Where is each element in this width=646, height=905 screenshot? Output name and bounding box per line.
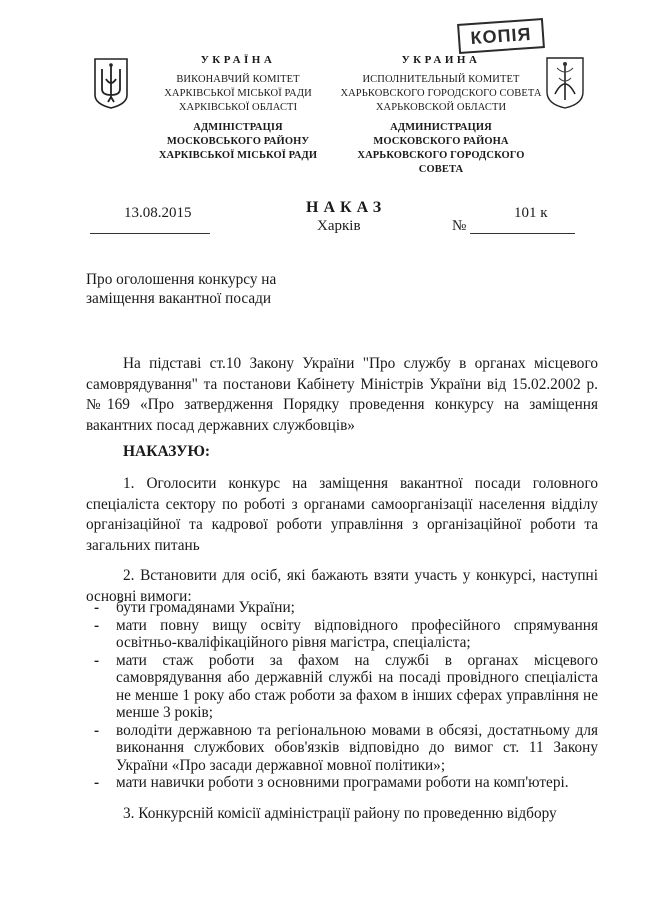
header-admin-line: ХАРКІВСЬКОЇ МІСЬКОЇ РАДИ — [158, 150, 318, 161]
header-line: ВИКОНАВЧИЙ КОМІТЕТ — [176, 74, 300, 85]
directive-heading: НАКАЗУЮ: — [123, 443, 211, 460]
number-underline — [470, 233, 575, 234]
requirement-item: - мати стаж роботи за фахом на службі в органах місцевого самоврядування або державній службі на посаді провідного спеціаліста не менше 1 року або стаж роботи за фахом в інших сферах управління не менше 3 років; — [86, 652, 598, 722]
order-date: 13.08.2015 — [124, 205, 192, 221]
order-city: Харків — [317, 218, 361, 234]
order-title: НАКАЗ — [306, 199, 387, 216]
header-line: ХАРЬКОВСКОЙ ОБЛАСТИ — [375, 102, 507, 113]
header-admin-line: МОСКОВСЬКОГО РАЙОНУ — [166, 136, 310, 147]
requirement-item: - бути громадянами України; — [86, 599, 598, 617]
header-admin-line: МОСКОВСКОГО РАЙОНА — [373, 136, 509, 147]
subject-line: Про оголошення конкурсу на — [86, 271, 277, 288]
header-line: ХАРЬКОВСКОГО ГОРОДСКОГО СОВЕТА — [340, 88, 542, 99]
item-1-paragraph: 1. Оголосити конкурс на заміщення вакантної посади головного спеціаліста сектору по роботі з органами самоорганізації населення відділу організаційної та кадрової роботи управління з організаційної роботи та загальних питань — [86, 475, 598, 554]
kharkiv-coat-of-arms-icon — [543, 54, 587, 110]
date-underline — [90, 233, 210, 234]
header-admin-line: АДМИНИСТРАЦИЯ — [390, 122, 492, 133]
order-number: 101 к — [514, 205, 548, 221]
requirement-item: - мати навички роботи з основними програмами роботи на комп'ютері. — [86, 774, 598, 792]
country-name: УКРАЇНА — [200, 54, 276, 66]
header-line: ХАРКІВСЬКОЇ МІСЬКОЇ РАДИ — [164, 88, 312, 99]
item-3-paragraph: 3. Конкурсній комісії адміністрації району по проведенню відбору — [123, 805, 557, 822]
header-ukrainian — [138, 53, 338, 163]
subject-line: заміщення вакантної посади — [86, 290, 272, 307]
trident-emblem-icon — [92, 57, 130, 110]
header-admin-line: АДМІНІСТРАЦІЯ — [193, 122, 283, 133]
preamble-paragraph: На підставі ст.10 Закону України "Про службу в органах місцевого самоврядування" та постанови Кабінету Міністрів України від 15.02.2002 р. №169 «Про затвердження Порядку проведення конкурсу на заміщення вакантних посад державних службовців» — [86, 355, 598, 434]
header-russian — [336, 53, 546, 177]
header-line: ИСПОЛНИТЕЛЬНЫЙ КОМИТЕТ — [362, 74, 520, 85]
copy-stamp: КОПІЯ — [457, 18, 545, 54]
order-subject — [86, 270, 276, 308]
requirements-list — [86, 599, 598, 792]
header-admin-line: ХАРЬКОВСКОГО ГОРОДСКОГО СОВЕТА — [357, 150, 525, 175]
item-2-intro: 2. Встановити для осіб, які бажають взяти участь у конкурсі, наступні основні вимоги: — [86, 567, 598, 605]
header-line: ХАРКІВСЬКОЇ ОБЛАСТІ — [178, 102, 298, 113]
country-name: УКРАИНА — [401, 54, 481, 66]
order-number-sign: № — [452, 218, 467, 234]
requirement-item: - володіти державною та регіональною мовами в обсязі, достатньому для виконання службових обов'язків відповідно до вимог ст. 11 Закону України «Про засади державної мовної політики»; — [86, 722, 598, 775]
requirement-item: - мати повну вищу освіту відповідного професійного спрямування освітньо-кваліфікаційного рівня магістра, спеціаліста; — [86, 617, 598, 652]
